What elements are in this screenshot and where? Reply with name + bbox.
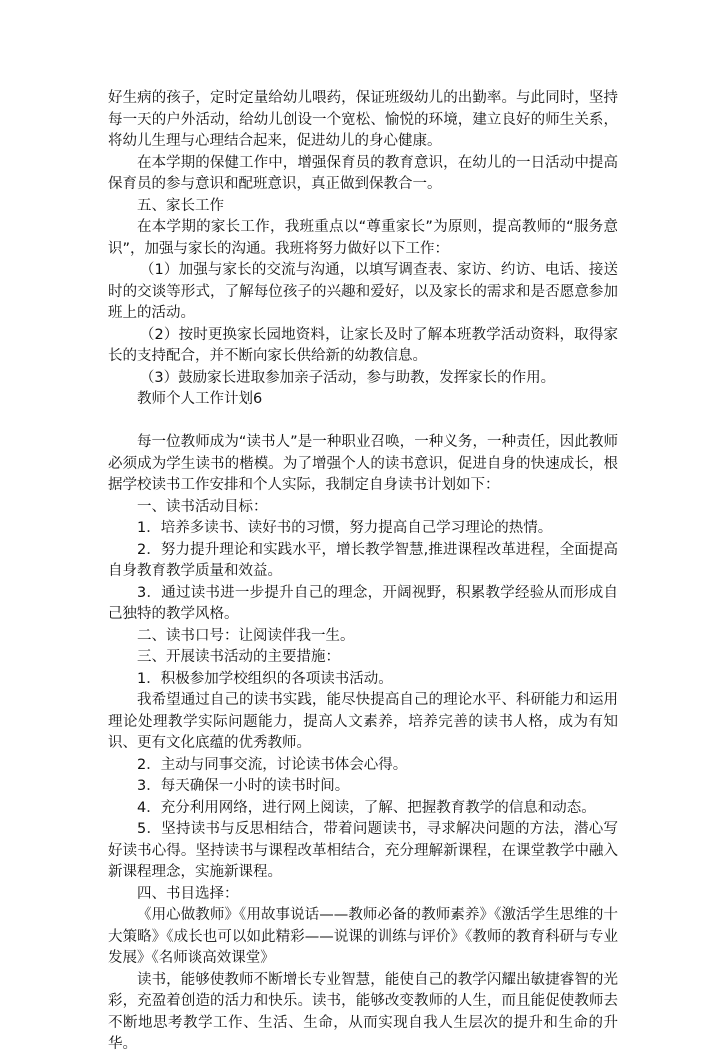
list-item: 5．坚持读书与反思相结合，带着问题读书，寻求解决问题的方法，潜心写好读书心得。坚持读书与课程改革相结合，充分理解新课程，在课堂教学中融入新课程理念，实施新课程。 (108, 821, 618, 880)
document-title: 教师个人工作计划6 (137, 391, 263, 407)
list-item: 1．积极参加学校组织的各项读书活动。 (137, 670, 393, 687)
list-item: （2）按时更换家长园地资料，让家长及时了解本班教学活动资料，取得家长的支持配合，并不断向家长供给新的幼教信息。 (108, 326, 618, 364)
list-item: 3．每天确保一小时的读书时间。 (137, 778, 350, 794)
paragraph: 在本学期的保健工作中，增强保育员的教育意识，在幼儿的一日活动中提高保育员的参与意识和配班意识，真正做到保教合一。 (108, 154, 618, 192)
paragraph: 好生病的孩子，定时定量给幼儿喂药，保证班级幼儿的出勤率。与此同时，坚持每一天的户外活动，给幼儿创设一个宽松、愉悦的环境，建立良好的师生关系，将幼儿生理与心理结合起来，促进幼儿的身心健康。 (108, 90, 618, 149)
list-item: （3）鼓励家长进取参加亲子活动，参与助教，发挥家长的作用。 (139, 369, 556, 386)
section-heading: 三、开展读书活动的主要措施： (137, 649, 340, 665)
list-item: 1．培养多读书、读好书的习惯，努力提高自己学习理论的热情。 (137, 520, 553, 536)
paragraph: 在本学期的家长工作，我班重点以“尊重家长”为原则，提高教师的“服务意识”，加强与家长的沟通。我班将努力做好以下工作： (108, 219, 618, 257)
list-item: 4．充分利用网络，进行网上阅读，了解、把握教育教学的信息和动态。 (137, 799, 596, 816)
section-heading: 二、读书口号：让阅读伴我一生。 (137, 627, 355, 644)
blank-line (108, 411, 618, 433)
paragraph: 读书，能够使教师不断增长专业智慧，能使自己的教学闪耀出敏捷睿智的光彩，充盈着创造的活力和快乐。读书，能够改变教师的人生，而且能促使教师去不断地思考教学工作、生活、生命，从而实现自我人生层次的提升和生命的升华。 (108, 971, 618, 1052)
book-list: 《用心做教师》《用故事说话——教师必备的教师素养》《激活学生思维的十大策略》《成长也可以如此精彩——说课的训练与评价》《教师的教育科研与专业发展》《名师谈高效课堂》 (108, 907, 618, 966)
paragraph: 我希望通过自己的读书实践，能尽快提高自己的理论水平、科研能力和运用理论处理教学实际问题能力，提高人文素养，培养完善的读书人格，成为有知识、更有文化底蕴的优秀教师。 (108, 692, 618, 751)
paragraph: 每一位教师成为“读书人”是一种职业召唤，一种义务，一种责任，因此教师必须成为学生读书的楷模。为了增强个人的读书意识，促进自身的快速成长，根据学校读书工作安排和个人实际，我制定自身读书计划如下： (108, 434, 618, 493)
section-heading: 五、家长工作 (137, 197, 224, 214)
list-item: 2．主动与同事交流，讨论读书体会心得。 (137, 756, 408, 773)
list-item: 2．努力提升理论和实践水平，增长教学智慧,推进课程改革进程，全面提高自身教育教学质量和效益。 (108, 541, 618, 579)
section-heading: 一、读书活动目标： (137, 498, 268, 515)
list-item: 3．通过读书进一步提升自己的理念，开阔视野，积累教学经验从而形成自己独特的教学风格。 (108, 584, 618, 622)
section-heading: 四、书目选择： (137, 885, 239, 902)
document-page (108, 88, 618, 1056)
list-item: （1）加强与家长的交流与沟通，以填写调查表、家访、约访、电话、接送时的交谈等形式，了解每位孩子的兴趣和爱好，以及家长的需求和是否愿意参加班上的活动。 (108, 262, 618, 321)
